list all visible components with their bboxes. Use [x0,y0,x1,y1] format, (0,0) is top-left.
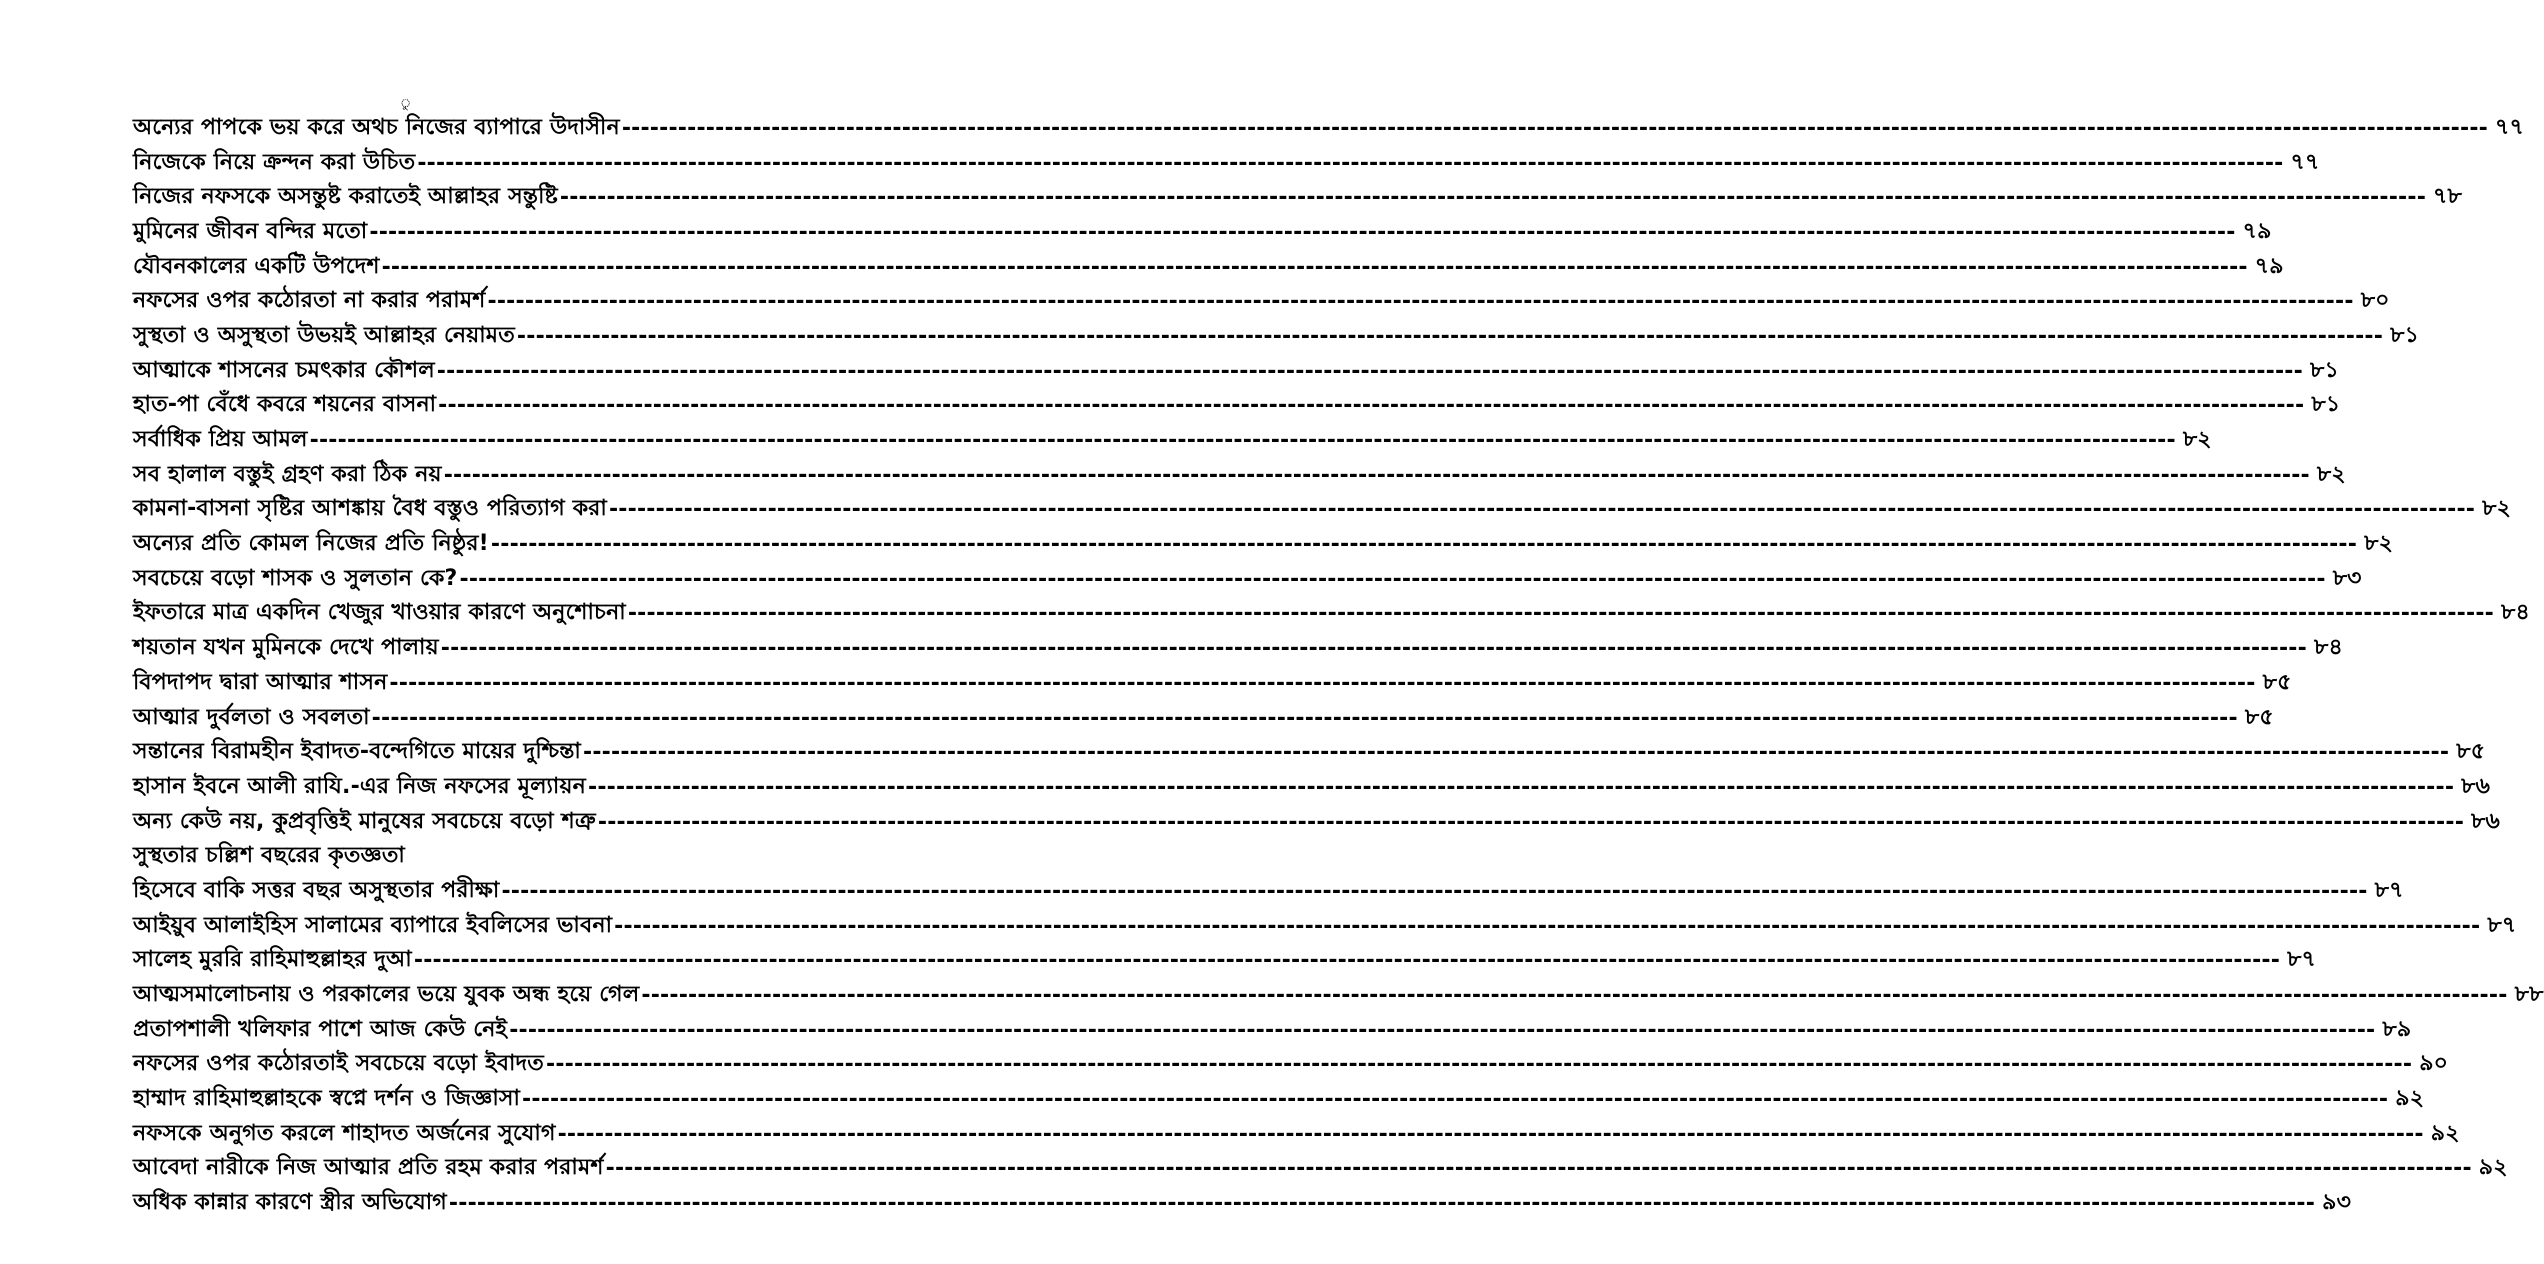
toc-entry [133,1048,2449,1083]
toc-entry-title: নিজের নফসকে অসন্তুষ্ট করাতেই আল্লাহর সন্তুষ্টি [133,184,558,210]
toc-entry-title: অন্যের প্রতি কোমল নিজের প্রতি নিষ্ঠুর! [133,531,489,557]
toc-entry-title: আত্মার দুর্বলতা ও সবলতা [133,704,370,730]
toc-entry-page: ৮৫ [2262,669,2292,695]
toc-leader-dashes: -------------------------------------------------------------------------------------------------------------------------------------------------------------------------------------------------------- [438,393,2305,419]
toc-leader-dashes: -------------------------------------------------------------------------------------------------------------------------------------------------------------------------------------------------------- [509,1017,2376,1043]
toc-leader-dashes: -------------------------------------------------------------------------------------------------------------------------------------------------------------------------------------------------------- [459,566,2326,592]
toc-leader-dashes: -------------------------------------------------------------------------------------------------------------------------------------------------------------------------------------------------------- [448,1191,2316,1217]
toc-entry-title: হিসেবে বাকি সত্তর বছর অসুস্থতার পরীক্ষা [133,877,500,903]
toc-entry [133,215,2272,250]
toc-leader-dashes: -------------------------------------------------------------------------------------------------------------------------------------------------------------------------------------------------------- [487,289,2354,315]
toc-entry-page: ৯২ [2430,1120,2460,1146]
toc-entry [133,1152,2508,1187]
toc-entry-title: আত্মসমালোচনায় ও পরকালের ভয়ে যুবক অন্ধ হয়ে গেল [133,982,640,1008]
toc-leader-dashes: -------------------------------------------------------------------------------------------------------------------------------------------------------------------------------------------------------- [587,774,2455,800]
toc-entry-page: ৮৬ [2461,773,2491,799]
toc-entry [133,701,2274,736]
toc-leader-dashes: -------------------------------------------------------------------------------------------------------------------------------------------------------------------------------------------------------- [516,323,2384,349]
toc-entry [133,770,2491,805]
toc-entry [133,666,2292,701]
toc-entry [133,1186,2352,1221]
toc-entry-title: আবেদা নারীকে নিজ আত্মার প্রতি রহম করার পরামর্শ [133,1155,604,1181]
toc-entry [133,180,2463,215]
toc-entry-page: ৮২ [2182,427,2212,453]
toc-leader-dashes: -------------------------------------------------------------------------------------------------------------------------------------------------------------------------------------------------------- [490,532,2358,558]
toc-entry-page: ৯০ [2419,1051,2449,1077]
toc-entry-page: ৮১ [2390,322,2420,348]
toc-entry-title: অধিক কান্নার কারণে স্ত্রীর অভিযোগ [133,1190,447,1216]
toc-entry-title: সালেহ মুররি রাহিমাহুল্লাহর দুআ [133,947,412,973]
toc-entry-page: ৮২ [2316,461,2346,487]
toc-entry [133,562,2362,597]
toc-leader-dashes: -------------------------------------------------------------------------------------------------------------------------------------------------------------------------------------------------------- [309,428,2176,454]
toc-entry-page: ৮৩ [2332,565,2362,591]
toc-entry [133,909,2517,944]
toc-leader-dashes: -------------------------------------------------------------------------------------------------------------------------------------------------------------------------------------------------------- [381,254,2248,280]
toc-entry-page: ৮০ [2360,288,2390,314]
toc-entry-title: হাম্মাদ রাহিমাহুল্লাহকে স্বপ্নে দর্শন ও জিজ্ঞাসা [133,1086,521,1112]
toc-entry-title: নফসের ওপর কঠোরতাই সবচেয়ে বড়ো ইবাদত [133,1051,545,1077]
toc-entry-page: ৯৩ [2322,1190,2352,1216]
toc-leader-dashes: -------------------------------------------------------------------------------------------------------------------------------------------------------------------------------------------------------- [608,497,2476,523]
toc-entry [133,1117,2460,1152]
toc-entry [133,458,2346,493]
toc-leader-dashes: -------------------------------------------------------------------------------------------------------------------------------------------------------------------------------------------------------- [501,878,2368,904]
toc-leader-dashes: -------------------------------------------------------------------------------------------------------------------------------------------------------------------------------------------------------- [440,636,2307,662]
toc-entry-title: শয়তান যখন মুমিনকে দেখে পালায় [133,635,439,661]
toc-entry [133,146,2320,181]
toc-entry [133,631,2343,666]
toc-entry [133,944,2317,979]
toc-entry-page: ৮৬ [2471,808,2501,834]
table-of-contents [133,111,2544,1221]
toc-entry [133,493,2512,528]
toc-leader-dashes: -------------------------------------------------------------------------------------------------------------------------------------------------------------------------------------------------------- [627,601,2494,627]
toc-entry-title: সব হালাল বস্তুই গ্রহণ করা ঠিক নয় [133,461,442,487]
toc-entry-page: ৮১ [2311,392,2341,418]
toc-leader-dashes: -------------------------------------------------------------------------------------------------------------------------------------------------------------------------------------------------------- [557,1121,2424,1147]
toc-leader-dashes: -------------------------------------------------------------------------------------------------------------------------------------------------------------------------------------------------------- [621,115,2488,141]
toc-entry-page: ৮২ [2364,531,2394,557]
toc-leader-dashes: -------------------------------------------------------------------------------------------------------------------------------------------------------------------------------------------------------- [369,219,2236,245]
toc-leader-dashes: -------------------------------------------------------------------------------------------------------------------------------------------------------------------------------------------------------- [389,670,2256,696]
toc-entry [133,250,2284,285]
toc-entry-title: আইয়ুব আলাইহিস সালামের ব্যাপারে ইবলিসের ভাবনা [133,912,613,938]
toc-entry-page: ৭৯ [2254,253,2284,279]
toc-entry-title: সবচেয়ে বড়ো শাসক ও সুলতান কে? [133,565,458,591]
toc-entry [133,978,2544,1013]
toc-entry [133,354,2339,389]
toc-entry-title: মুমিনের জীবন বন্দির মতো [133,218,368,244]
toc-entry-page: ৮৫ [2456,739,2486,765]
toc-entry-page: ৯২ [2395,1086,2425,1112]
toc-leader-dashes: -------------------------------------------------------------------------------------------------------------------------------------------------------------------------------------------------------- [436,358,2303,384]
toc-entry-title: সুস্থতা ও অসুস্থতা উভয়ই আল্লাহর নেয়ামত [133,322,515,348]
toc-entry-page: ৮১ [2310,357,2339,383]
toc-entry-title: সন্তানের বিরামহীন ইবাদত-বন্দেগিতে মায়ের দুশ্চিন্তা [133,739,582,765]
toc-entry-page: ৮৭ [2374,877,2404,903]
toc-entry-page: ৭৯ [2242,218,2272,244]
toc-entry-page: ৮৮ [2514,982,2544,1008]
toc-leader-dashes: -------------------------------------------------------------------------------------------------------------------------------------------------------------------------------------------------------- [371,705,2238,731]
toc-entry-title: সুস্থতার চল্লিশ বছরের কৃতজ্ঞতা [133,843,405,869]
toc-leader-dashes: -------------------------------------------------------------------------------------------------------------------------------------------------------------------------------------------------------- [605,1156,2472,1182]
toc-leader-dashes: -------------------------------------------------------------------------------------------------------------------------------------------------------------------------------------------------------- [546,1052,2413,1078]
toc-entry [133,111,2524,146]
toc-entry-title: কামনা-বাসনা সৃষ্টির আশঙ্কায় বৈধ বস্তুও পরিত্যাগ করা [133,496,607,522]
toc-entry-title: বিপদাপদ দ্বারা আত্মার শাসন [133,669,388,695]
toc-entry [133,735,2486,770]
toc-entry [133,1013,2412,1048]
toc-entry-page: ৭৮ [2433,184,2463,210]
toc-entry-page: ৮৯ [2382,1016,2412,1042]
toc-entry [133,874,2404,909]
toc-leader-dashes: -------------------------------------------------------------------------------------------------------------------------------------------------------------------------------------------------------- [559,185,2427,211]
toc-entry [133,1082,2425,1117]
toc-leader-dashes: -------------------------------------------------------------------------------------------------------------------------------------------------------------------------------------------------------- [443,462,2310,488]
toc-entry-page: ৯২ [2478,1155,2508,1181]
toc-entry-page: ৮৪ [2501,600,2530,626]
toc-entry-page: ৮৪ [2314,635,2343,661]
toc-entry-title: নফসকে অনুগত করলে শাহাদত অর্জনের সুযোগ [133,1120,556,1146]
toc-entry-page: ৮২ [2482,496,2512,522]
toc-entry [133,319,2420,354]
toc-entry-page: ৮৭ [2487,912,2517,938]
toc-entry-title: আত্মাকে শাসনের চমৎকার কৌশল [133,357,435,383]
toc-leader-dashes: -------------------------------------------------------------------------------------------------------------------------------------------------------------------------------------------------------- [417,150,2284,176]
header-mark: ু [400,96,412,110]
toc-entry [133,284,2390,319]
toc-entry-page: ৭৭ [2290,149,2320,175]
toc-entry-page: ৮৭ [2287,947,2317,973]
toc-entry-title: প্রতাপশালী খলিফার পাশে আজ কেউ নেই [133,1016,508,1042]
toc-entry [133,527,2394,562]
toc-entry [133,839,717,874]
toc-entry [133,805,2501,840]
toc-leader-dashes: -------------------------------------------------------------------------------------------------------------------------------------------------------------------------------------------------------- [413,948,2281,974]
toc-leader-dashes: -------------------------------------------------------------------------------------------------------------------------------------------------------------------------------------------------------- [614,913,2481,939]
toc-entry [133,423,2212,458]
toc-entry-title: হাত-পা বেঁধে কবরে শয়নের বাসনা [133,392,437,418]
toc-entry-title: হাসান ইবনে আলী রাযি.-এর নিজ নফসের মূল্যায়ন [133,773,586,799]
toc-entry-title: অন্য কেউ নয়, কুপ্রবৃত্তিই মানুষের সবচেয়ে বড়ো শত্রু [133,808,596,834]
toc-entry-title: অন্যের পাপকে ভয় করে অথচ নিজের ব্যাপারে উদাসীন [133,114,620,140]
toc-entry-page: ৭৭ [2494,114,2524,140]
toc-entry-title: নফসের ওপর কঠোরতা না করার পরামর্শ [133,288,486,314]
toc-entry [133,389,2341,424]
toc-entry [133,597,2530,632]
toc-entry-page: ৮৫ [2244,704,2274,730]
toc-leader-dashes: -------------------------------------------------------------------------------------------------------------------------------------------------------------------------------------------------------- [522,1087,2389,1113]
toc-leader-dashes: -------------------------------------------------------------------------------------------------------------------------------------------------------------------------------------------------------- [583,740,2450,766]
toc-entry-title: যৌবনকালের একটি উপদেশ [133,253,380,279]
toc-leader-dashes: -------------------------------------------------------------------------------------------------------------------------------------------------------------------------------------------------------- [597,809,2465,835]
toc-entry-title: নিজেকে নিয়ে ক্রন্দন করা উচিত [133,149,416,175]
toc-entry-title: ইফতারে মাত্র একদিন খেজুর খাওয়ার কারণে অনুশোচনা [133,600,626,626]
toc-leader-dashes: -------------------------------------------------------------------------------------------------------------------------------------------------------------------------------------------------------- [641,983,2508,1009]
toc-entry-title: সর্বাধিক প্রিয় আমল [133,427,308,453]
